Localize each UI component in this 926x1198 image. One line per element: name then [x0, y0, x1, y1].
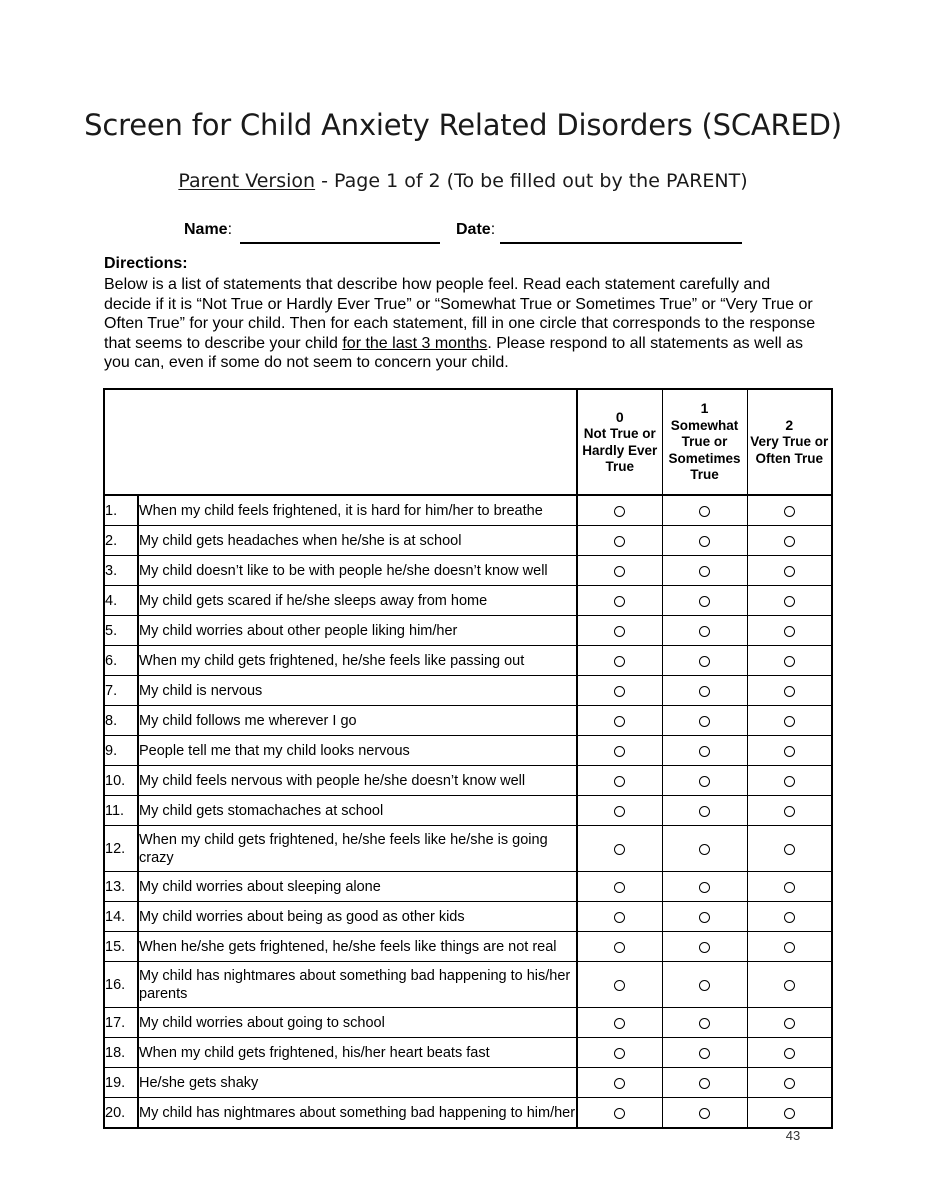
- item-number: 6.: [104, 646, 138, 676]
- response-option-0[interactable]: [577, 796, 662, 826]
- response-circle-icon[interactable]: [784, 596, 795, 607]
- response-option-0[interactable]: [577, 736, 662, 766]
- item-number: 14.: [104, 902, 138, 932]
- response-circle-icon[interactable]: [614, 716, 625, 727]
- response-circle-icon[interactable]: [784, 844, 795, 855]
- response-circle-icon[interactable]: [699, 716, 710, 727]
- response-option-2[interactable]: [747, 1068, 832, 1098]
- table-row: [104, 1068, 832, 1098]
- item-number: 8.: [104, 706, 138, 736]
- response-option-1[interactable]: [662, 646, 747, 676]
- response-circle-icon[interactable]: [784, 746, 795, 757]
- table-row: [104, 676, 832, 706]
- date-input[interactable]: [500, 242, 742, 244]
- table-row: [104, 766, 832, 796]
- response-circle-icon[interactable]: [784, 1048, 795, 1059]
- directions-part-2: . Please respond to all statements as well as you can, even if some do not seem to concern your child.: [104, 334, 804, 371]
- response-circle-icon[interactable]: [699, 776, 710, 787]
- scared-questionnaire-table: [103, 388, 833, 1129]
- response-option-1[interactable]: [662, 872, 747, 902]
- response-option-2[interactable]: [747, 556, 832, 586]
- response-circle-icon[interactable]: [699, 912, 710, 923]
- response-circle-icon[interactable]: [699, 1108, 710, 1119]
- item-statement: My child feels nervous with people he/she doesn’t know well: [138, 766, 577, 796]
- response-option-1[interactable]: [662, 736, 747, 766]
- response-circle-icon[interactable]: [614, 1108, 625, 1119]
- response-option-0[interactable]: [577, 826, 662, 872]
- table-body: [104, 495, 832, 1128]
- table-row: [104, 1098, 832, 1129]
- item-number: 19.: [104, 1068, 138, 1098]
- response-circle-icon[interactable]: [699, 844, 710, 855]
- response-option-1[interactable]: [662, 962, 747, 1008]
- item-statement: My child follows me wherever I go: [138, 706, 577, 736]
- name-input[interactable]: [240, 242, 440, 244]
- table-row: [104, 872, 832, 902]
- response-option-2[interactable]: [747, 706, 832, 736]
- response-circle-icon[interactable]: [784, 1018, 795, 1029]
- response-circle-icon[interactable]: [699, 746, 710, 757]
- response-circle-icon[interactable]: [614, 686, 625, 697]
- table-row: [104, 556, 832, 586]
- response-circle-icon[interactable]: [784, 536, 795, 547]
- response-circle-icon[interactable]: [614, 942, 625, 953]
- response-option-1[interactable]: [662, 706, 747, 736]
- table-row: [104, 526, 832, 556]
- table-row: [104, 962, 832, 1008]
- response-circle-icon[interactable]: [699, 882, 710, 893]
- response-option-0[interactable]: [577, 962, 662, 1008]
- response-option-1[interactable]: [662, 676, 747, 706]
- response-option-1[interactable]: [662, 586, 747, 616]
- response-option-1[interactable]: [662, 556, 747, 586]
- response-option-0[interactable]: [577, 616, 662, 646]
- table-header-row: [104, 389, 832, 495]
- response-circle-icon[interactable]: [699, 686, 710, 697]
- item-statement: My child has nightmares about something bad happening to him/her: [138, 1098, 577, 1129]
- item-number: 20.: [104, 1098, 138, 1129]
- response-circle-icon[interactable]: [784, 566, 795, 577]
- response-option-1[interactable]: [662, 766, 747, 796]
- item-number: 3.: [104, 556, 138, 586]
- directions-underlined-phrase: for the last 3 months: [342, 334, 488, 352]
- table-row: [104, 736, 832, 766]
- table-row: [104, 1008, 832, 1038]
- header-number-0: 0: [615, 408, 624, 425]
- response-option-0[interactable]: [577, 1068, 662, 1098]
- response-circle-icon[interactable]: [784, 882, 795, 893]
- response-option-1[interactable]: [662, 495, 747, 526]
- header-blank-cell: [104, 389, 577, 495]
- response-option-0[interactable]: [577, 1098, 662, 1129]
- response-option-2[interactable]: [747, 495, 832, 526]
- response-circle-icon[interactable]: [614, 596, 625, 607]
- response-option-2[interactable]: [747, 586, 832, 616]
- item-statement: When my child feels frightened, it is hard for him/her to breathe: [138, 495, 577, 526]
- header-column-1: [662, 389, 747, 495]
- item-statement: My child is nervous: [138, 676, 577, 706]
- response-option-0[interactable]: [577, 932, 662, 962]
- response-circle-icon[interactable]: [784, 1108, 795, 1119]
- header-column-0: [577, 389, 662, 495]
- response-circle-icon[interactable]: [784, 980, 795, 991]
- item-number: 18.: [104, 1038, 138, 1068]
- item-statement: My child doesn’t like to be with people he/she doesn’t know well: [138, 556, 577, 586]
- table-row: [104, 646, 832, 676]
- response-option-0[interactable]: [577, 872, 662, 902]
- item-number: 15.: [104, 932, 138, 962]
- response-option-1[interactable]: [662, 1008, 747, 1038]
- item-number: 12.: [104, 826, 138, 872]
- response-circle-icon[interactable]: [784, 912, 795, 923]
- response-circle-icon[interactable]: [614, 506, 625, 517]
- item-statement: He/she gets shaky: [138, 1068, 577, 1098]
- response-circle-icon[interactable]: [699, 596, 710, 607]
- response-circle-icon[interactable]: [784, 656, 795, 667]
- item-number: 11.: [104, 796, 138, 826]
- item-statement: People tell me that my child looks nervous: [138, 736, 577, 766]
- response-option-2[interactable]: [747, 962, 832, 1008]
- response-circle-icon[interactable]: [784, 776, 795, 787]
- item-number: 1.: [104, 495, 138, 526]
- response-circle-icon[interactable]: [614, 1048, 625, 1059]
- response-circle-icon[interactable]: [784, 506, 795, 517]
- header-number-1: 1: [700, 400, 709, 417]
- response-option-0[interactable]: [577, 586, 662, 616]
- response-circle-icon[interactable]: [614, 776, 625, 787]
- response-option-0[interactable]: [577, 676, 662, 706]
- response-circle-icon[interactable]: [784, 716, 795, 727]
- response-circle-icon[interactable]: [614, 912, 625, 923]
- item-statement: My child worries about sleeping alone: [138, 872, 577, 902]
- response-option-1[interactable]: [662, 616, 747, 646]
- response-circle-icon[interactable]: [784, 686, 795, 697]
- name-date-row: [0, 221, 926, 247]
- response-circle-icon[interactable]: [614, 1018, 625, 1029]
- response-circle-icon[interactable]: [699, 566, 710, 577]
- response-option-0[interactable]: [577, 646, 662, 676]
- response-option-0[interactable]: [577, 526, 662, 556]
- item-statement: When my child gets frightened, he/she feels like passing out: [138, 646, 577, 676]
- response-circle-icon[interactable]: [699, 980, 710, 991]
- response-circle-icon[interactable]: [699, 1018, 710, 1029]
- page-subtitle: [0, 170, 926, 192]
- response-option-1[interactable]: [662, 1098, 747, 1129]
- response-circle-icon[interactable]: [614, 566, 625, 577]
- table-row: [104, 616, 832, 646]
- response-option-1[interactable]: [662, 1068, 747, 1098]
- header-label-2: Very True or Often True: [750, 434, 829, 466]
- directions-heading: Directions:: [104, 255, 188, 272]
- response-circle-icon[interactable]: [784, 626, 795, 637]
- item-number: 9.: [104, 736, 138, 766]
- response-circle-icon[interactable]: [699, 806, 710, 817]
- response-option-2[interactable]: [747, 676, 832, 706]
- response-option-0[interactable]: [577, 706, 662, 736]
- item-number: 2.: [104, 526, 138, 556]
- item-number: 16.: [104, 962, 138, 1008]
- response-circle-icon[interactable]: [614, 746, 625, 757]
- response-option-2[interactable]: [747, 1098, 832, 1129]
- response-circle-icon[interactable]: [614, 980, 625, 991]
- header-label-0: Not True or Hardly Ever True: [582, 426, 658, 474]
- response-option-0[interactable]: [577, 1008, 662, 1038]
- directions-body: [104, 275, 816, 373]
- response-option-0[interactable]: [577, 902, 662, 932]
- item-number: 17.: [104, 1008, 138, 1038]
- response-option-2[interactable]: [747, 526, 832, 556]
- header-number-2: 2: [785, 416, 794, 433]
- response-circle-icon[interactable]: [699, 506, 710, 517]
- page-title: Screen for Child Anxiety Related Disorders (SCARED): [84, 108, 842, 142]
- response-option-1[interactable]: [662, 902, 747, 932]
- response-option-0[interactable]: [577, 495, 662, 526]
- table-row: [104, 902, 832, 932]
- response-option-1[interactable]: [662, 526, 747, 556]
- response-circle-icon[interactable]: [614, 536, 625, 547]
- response-circle-icon[interactable]: [699, 626, 710, 637]
- item-number: 4.: [104, 586, 138, 616]
- item-number: 10.: [104, 766, 138, 796]
- table-row: [104, 706, 832, 736]
- response-circle-icon[interactable]: [699, 1048, 710, 1059]
- item-statement: My child gets stomachaches at school: [138, 796, 577, 826]
- response-option-2[interactable]: [747, 902, 832, 932]
- response-option-2[interactable]: [747, 826, 832, 872]
- item-statement: When he/she gets frightened, he/she feels like things are not real: [138, 932, 577, 962]
- item-statement: My child gets headaches when he/she is at school: [138, 526, 577, 556]
- response-option-2[interactable]: [747, 616, 832, 646]
- table-row: [104, 586, 832, 616]
- item-number: 13.: [104, 872, 138, 902]
- date-label: Date:: [456, 221, 496, 238]
- name-label: Name:: [184, 221, 233, 238]
- response-option-2[interactable]: [747, 1038, 832, 1068]
- response-option-2[interactable]: [747, 796, 832, 826]
- item-statement: My child worries about being as good as other kids: [138, 902, 577, 932]
- response-option-2[interactable]: [747, 766, 832, 796]
- response-circle-icon[interactable]: [614, 882, 625, 893]
- item-number: 5.: [104, 616, 138, 646]
- response-circle-icon[interactable]: [699, 536, 710, 547]
- response-option-2[interactable]: [747, 646, 832, 676]
- response-option-2[interactable]: [747, 1008, 832, 1038]
- item-statement: When my child gets frightened, he/she feels like he/she is going crazy: [138, 826, 577, 872]
- response-option-1[interactable]: [662, 1038, 747, 1068]
- response-option-0[interactable]: [577, 766, 662, 796]
- response-circle-icon[interactable]: [614, 626, 625, 637]
- page-number: 43: [785, 1128, 801, 1143]
- item-statement: My child has nightmares about something bad happening to his/her parents: [138, 962, 577, 1008]
- response-option-2[interactable]: [747, 736, 832, 766]
- item-statement: When my child gets frightened, his/her heart beats fast: [138, 1038, 577, 1068]
- response-circle-icon[interactable]: [784, 942, 795, 953]
- subtitle-version-label: Parent Version: [178, 170, 316, 192]
- table-row: [104, 796, 832, 826]
- response-option-1[interactable]: [662, 826, 747, 872]
- response-circle-icon[interactable]: [614, 656, 625, 667]
- header-label-1: Somewhat True or Sometimes True: [668, 417, 741, 483]
- response-circle-icon[interactable]: [699, 1078, 710, 1089]
- response-circle-icon[interactable]: [614, 844, 625, 855]
- response-circle-icon[interactable]: [784, 1078, 795, 1089]
- response-circle-icon[interactable]: [699, 656, 710, 667]
- table-row: [104, 495, 832, 526]
- response-circle-icon[interactable]: [699, 942, 710, 953]
- item-number: 7.: [104, 676, 138, 706]
- directions-part-1: Below is a list of statements that describe how people feel. Read each statement carefully and decide if it is “Not True or Hardly Ever True” or “Somewhat True or Sometimes True” or “Very True or Often True” for your child. Then for each statement, fill in one circle that corresponds to the response that seems to describe your child: [104, 276, 816, 352]
- table-row: [104, 1038, 832, 1068]
- table-row: [104, 932, 832, 962]
- response-option-1[interactable]: [662, 932, 747, 962]
- response-circle-icon[interactable]: [784, 806, 795, 817]
- header-column-2: [747, 389, 832, 495]
- item-statement: My child worries about going to school: [138, 1008, 577, 1038]
- item-statement: My child worries about other people liking him/her: [138, 616, 577, 646]
- response-circle-icon[interactable]: [614, 1078, 625, 1089]
- response-circle-icon[interactable]: [614, 806, 625, 817]
- subtitle-rest-label: - Page 1 of 2 (To be filled out by the PARENT): [315, 170, 748, 192]
- response-option-0[interactable]: [577, 556, 662, 586]
- response-option-1[interactable]: [662, 796, 747, 826]
- response-option-2[interactable]: [747, 872, 832, 902]
- table-row: [104, 826, 832, 872]
- response-option-2[interactable]: [747, 932, 832, 962]
- response-option-0[interactable]: [577, 1038, 662, 1068]
- item-statement: My child gets scared if he/she sleeps away from home: [138, 586, 577, 616]
